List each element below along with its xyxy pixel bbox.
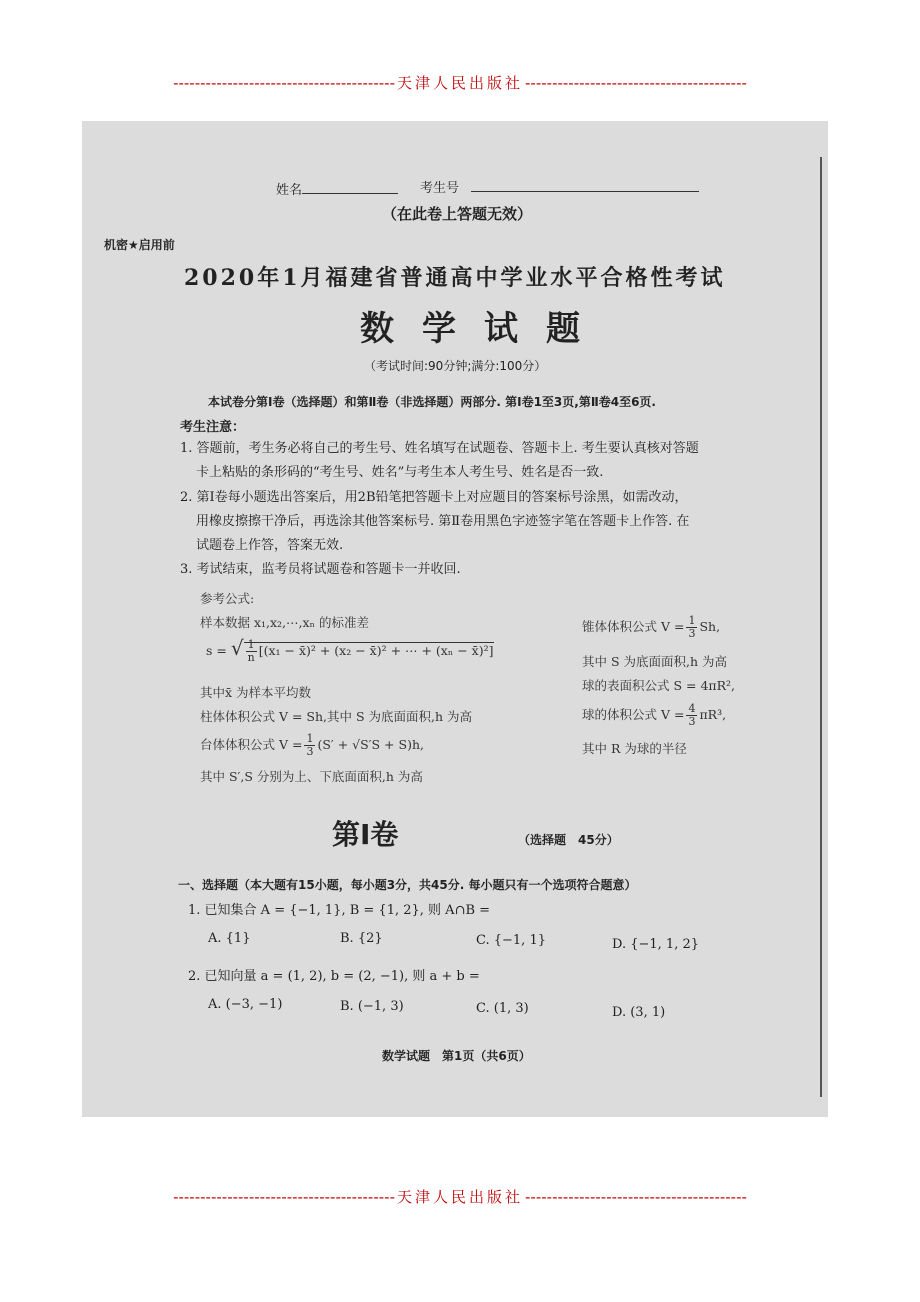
section-title: 第Ⅰ卷 [332, 818, 399, 851]
formula-sphere-frac-num: 4 [688, 702, 696, 715]
question-2-stem: 2. 已知向量 a = (1, 2), b = (2, −1), 则 a + b = [188, 969, 480, 984]
formula-frustum-frac [304, 733, 315, 758]
secret-label: 机密★启用前 [104, 238, 175, 252]
formula-sd-frac-num: 1 [246, 639, 257, 652]
exam-no-blank [471, 179, 699, 192]
formula-cone-body: Sh, [699, 619, 721, 634]
subject-title: 数学试题 [360, 309, 608, 349]
formula-sd-lhs: s = [206, 643, 227, 658]
formula-frustum-label: 台体体积公式 V = [200, 737, 303, 752]
formula-sd-label: 样本数据 x₁,x₂,⋯,xₙ 的标准差 [200, 615, 369, 630]
formula-mean-note: 其中x̄ 为样本平均数 [200, 685, 312, 700]
sqrt-icon: √ [230, 636, 244, 660]
formula-sphere-note: 其中 R 为球的半径 [582, 741, 687, 756]
banner-publisher: 天津人民出版社 [396, 1188, 523, 1206]
exam-no-label: 考生号 [420, 181, 460, 196]
exam-page-photo [82, 121, 828, 1117]
banner-dashes-left: ----------------------------------------- [173, 74, 395, 92]
invalid-note: （在此卷上答题无效） [382, 205, 533, 223]
formula-frustum-note: 其中 S′,S 分别为上、下底面面积,h 为高 [200, 769, 423, 784]
formula-sphere-vol-label: 球的体积公式 V = [582, 707, 685, 722]
page-edge-shadow [820, 157, 822, 1097]
question-1-option-d: D. {−1, 1, 2} [612, 937, 700, 952]
formula-sphere-volume [582, 703, 726, 728]
formula-frustum-frac-num: 1 [306, 732, 314, 745]
formula-sphere-frac [686, 703, 697, 728]
note-1-line2: 卡上粘贴的条形码的“考生号、姓名”与考生本人考生号、姓名是否一致. [196, 465, 604, 480]
question-1-stem: 1. 已知集合 A = {−1, 1}, B = {1, 2}, 则 A∩B = [188, 903, 491, 918]
note-2-line2: 用橡皮擦擦干净后，再选涂其他答案标号. 第Ⅱ卷用黑色字迹签字笔在答题卡上作答. 在 [196, 514, 690, 529]
note-1-line1: 1. 答题前，考生务必将自己的考生号、姓名填写在试题卷、答题卡上. 考生要认真核对答题 [180, 441, 699, 456]
question-1-option-c: C. {−1, 1} [476, 933, 546, 948]
formula-cone-label: 锥体体积公式 V = [582, 619, 685, 634]
question-1-option-b: B. {2} [340, 931, 383, 946]
name-blank [302, 181, 398, 194]
formula-prism: 柱体体积公式 V = Sh,其中 S 为底面面积,h 为高 [200, 709, 473, 724]
publisher-banner-bottom [0, 1186, 920, 1207]
banner-dashes-left: ----------------------------------------- [173, 1188, 395, 1206]
page-footer: 数学试题 第1页（共6页） [382, 1049, 531, 1063]
banner-publisher: 天津人民出版社 [396, 74, 523, 92]
name-label: 姓名 [276, 183, 303, 198]
note-2-line1: 2. 第Ⅰ卷每小题选出答案后，用2B铅笔把答题卡上对应题目的答案标号涂黑，如需改动， [180, 490, 688, 505]
question-2-option-a: A. (−3, −1) [208, 997, 283, 1012]
formula-sd-frac [246, 639, 257, 664]
formula-ref-title: 参考公式: [200, 591, 255, 606]
note-2-line3: 试题卷上作答，答案无效. [196, 538, 344, 553]
formula-frustum-body: (S′ + √S′S + S)h, [317, 737, 424, 752]
formula-sd-radicand [244, 638, 494, 664]
formula-frustum [200, 733, 424, 758]
formula-cone [582, 615, 720, 640]
formula-sd-body: [(x₁ − x̄)² + (x₂ − x̄)² + ⋯ + (xₙ − x̄)²] [258, 643, 494, 658]
formula-sphere-vol-body: πR³, [699, 707, 727, 722]
question-1-option-a: A. {1} [208, 931, 251, 946]
formula-cone-frac-den: 3 [688, 627, 696, 640]
time-info: （考试时间:90分钟;满分:100分） [364, 359, 547, 373]
section-info: （选择题 45分） [518, 833, 619, 847]
formula-sphere-area: 球的表面积公式 S = 4πR², [582, 678, 736, 693]
name-field [276, 179, 398, 198]
exam-title: 2020年1月福建省普通高中学业水平合格性考试 [184, 265, 726, 291]
formula-frustum-frac-den: 3 [306, 745, 314, 758]
publisher-banner-top [0, 72, 920, 93]
formula-cone-note: 其中 S 为底面面积,h 为高 [582, 654, 728, 669]
banner-dashes-right: ----------------------------------------- [525, 1188, 747, 1206]
formula-cone-frac [686, 615, 697, 640]
banner-dashes-right: ----------------------------------------- [525, 74, 747, 92]
paper-structure: 本试卷分第Ⅰ卷（选择题）和第Ⅱ卷（非选择题）两部分. 第Ⅰ卷1至3页,第Ⅱ卷4至6页. [208, 395, 656, 409]
question-2-option-b: B. (−1, 3) [340, 999, 404, 1014]
exam-no-field [420, 177, 699, 196]
formula-sd [206, 636, 494, 664]
section-heading: 一、选择题（本大题有15小题，每小题3分，共45分. 每小题只有一个选项符合题意） [178, 878, 637, 892]
question-2-option-c: C. (1, 3) [476, 1001, 529, 1016]
formula-sphere-frac-den: 3 [688, 715, 696, 728]
question-2-option-d: D. (3, 1) [612, 1005, 666, 1020]
formula-cone-frac-num: 1 [688, 614, 696, 627]
formula-sd-frac-den: n [247, 651, 255, 664]
notice-title: 考生注意： [180, 420, 246, 435]
note-3-line1: 3. 考试结束，监考员将试题卷和答题卡一并收回. [180, 562, 461, 577]
